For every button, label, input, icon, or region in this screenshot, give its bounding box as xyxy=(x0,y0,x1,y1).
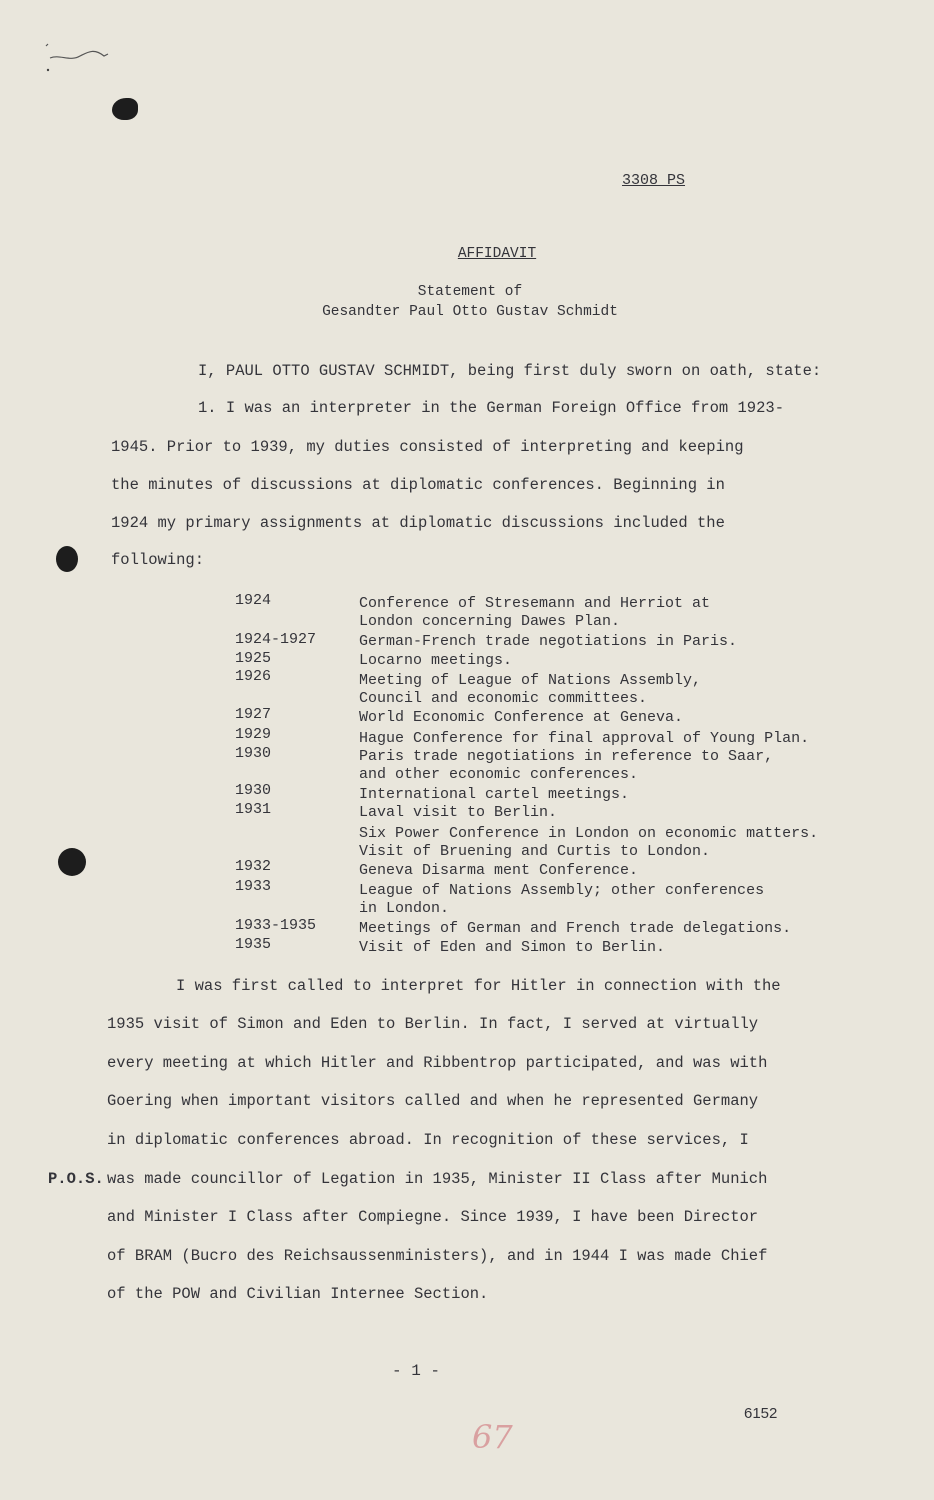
timeline-event: Geneva Disarma ment Conference. xyxy=(359,862,639,879)
timeline-year: 1926 xyxy=(235,668,272,685)
paragraph1-line: 1. I was an interpreter in the German Foreign Office from 1923- xyxy=(198,399,784,417)
timeline-year: 1933 xyxy=(235,878,272,895)
timeline-event: and other economic conferences. xyxy=(359,766,639,783)
timeline-event: Meetings of German and French trade delegations. xyxy=(359,920,792,937)
paragraph2-line: was made councillor of Legation in 1935, Minister II Class after Munich xyxy=(107,1170,768,1188)
timeline-event: Hague Conference for final approval of Young Plan. xyxy=(359,730,810,747)
timeline-event: Laval visit to Berlin. xyxy=(359,804,558,821)
timeline-year: 1927 xyxy=(235,706,272,723)
timeline-year: 1933-1935 xyxy=(235,917,317,934)
paragraph2-line: 1935 visit of Simon and Eden to Berlin. In fact, I served at virtually xyxy=(107,1015,759,1033)
timeline-year: 1924 xyxy=(235,592,272,609)
paragraph1-line: 1924 my primary assignments at diplomatic discussions included the xyxy=(111,514,725,532)
pencil-scribble xyxy=(42,38,122,78)
timeline-year: 1924-1927 xyxy=(235,631,317,648)
timeline-event: Visit of Eden and Simon to Berlin. xyxy=(359,939,666,956)
stamp-number: 6152 xyxy=(744,1405,778,1422)
timeline-year: 1929 xyxy=(235,726,272,743)
paragraph2-line: of the POW and Civilian Internee Section. xyxy=(107,1285,489,1303)
timeline-year: 1930 xyxy=(235,745,272,762)
paragraph1-line: the minutes of discussions at diplomatic conferences. Beginning in xyxy=(111,476,725,494)
paragraph1-line: following: xyxy=(111,551,205,569)
timeline-year: 1930 xyxy=(235,782,272,799)
timeline-event: Six Power Conference in London on economic matters. xyxy=(359,825,819,842)
timeline-event: World Economic Conference at Geneva. xyxy=(359,709,684,726)
timeline-year: 1935 xyxy=(235,936,272,953)
timeline-event: in London. xyxy=(359,900,450,917)
paragraph2-line: of BRAM (Bucro des Reichsaussenministers), and in 1944 I was made Chief xyxy=(107,1247,768,1265)
subtitle-line-2: Gesandter Paul Otto Gustav Schmidt xyxy=(322,304,618,320)
paragraph2-line: and Minister I Class after Compiegne. Since 1939, I have been Director xyxy=(107,1208,759,1226)
paragraph2-line: Goering when important visitors called and when he represented Germany xyxy=(107,1092,759,1110)
timeline-year: 1932 xyxy=(235,858,272,875)
intro-statement: I, PAUL OTTO GUSTAV SCHMIDT, being first duly sworn on oath, state: xyxy=(198,362,822,380)
paragraph2-line: every meeting at which Hitler and Ribbentrop participated, and was with xyxy=(107,1054,768,1072)
timeline-event: Paris trade negotiations in reference to Saar, xyxy=(359,748,774,765)
punch-hole-lower xyxy=(58,848,86,876)
document-number: 3308 PS xyxy=(622,172,686,189)
timeline-event: German-French trade negotiations in Paris. xyxy=(359,633,738,650)
punch-hole-middle xyxy=(56,546,78,572)
timeline-event: London concerning Dawes Plan. xyxy=(359,613,621,630)
timeline-event: League of Nations Assembly; other conferences xyxy=(359,882,765,899)
timeline-year: 1925 xyxy=(235,650,272,667)
page-number: - 1 - xyxy=(392,1362,441,1380)
paragraph2-line: in diplomatic conferences abroad. In recognition of these services, I xyxy=(107,1131,749,1149)
paragraph2-line: I was first called to interpret for Hitler in connection with the xyxy=(176,977,781,995)
timeline-event: Locarno meetings. xyxy=(359,652,513,669)
timeline-event: Meeting of League of Nations Assembly, xyxy=(359,672,702,689)
subtitle-line-1: Statement of xyxy=(417,284,523,300)
handwritten-number: 67 xyxy=(472,1418,513,1456)
timeline-event: Council and economic committees. xyxy=(359,690,648,707)
punch-hole-top xyxy=(112,98,138,120)
timeline-event: Conference of Stresemann and Herriot at xyxy=(359,595,711,612)
timeline-event: International cartel meetings. xyxy=(359,786,630,803)
initials-margin: P.O.S. xyxy=(48,1170,104,1188)
paragraph1-line: 1945. Prior to 1939, my duties consisted of interpreting and keeping xyxy=(111,438,744,456)
document-title: AFFIDAVIT xyxy=(457,246,537,262)
timeline-year: 1931 xyxy=(235,801,272,818)
timeline-event: Visit of Bruening and Curtis to London. xyxy=(359,843,711,860)
